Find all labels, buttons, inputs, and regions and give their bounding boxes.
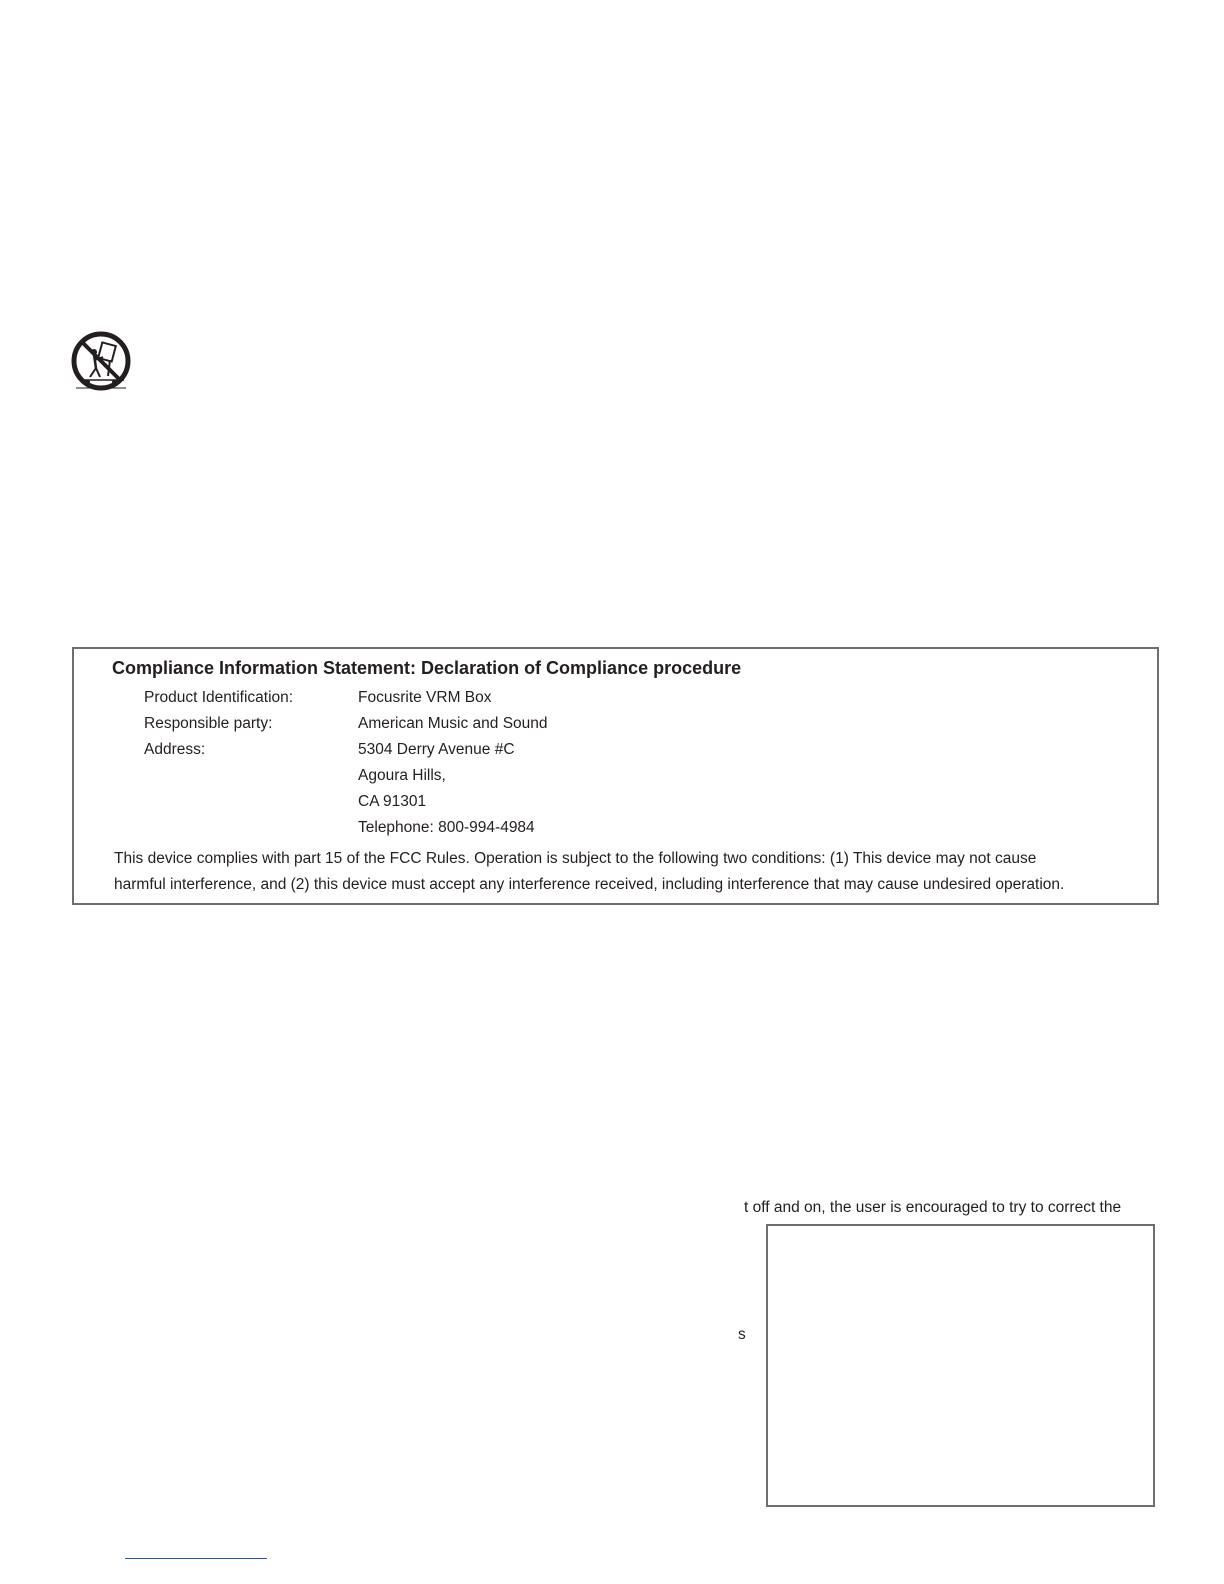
compliance-statement-box: [72, 647, 1159, 905]
info-row-responsible-party: [144, 711, 548, 737]
fcc-statement: [114, 846, 1134, 898]
compliance-info-list: [144, 685, 548, 841]
link-underline[interactable]: [125, 1558, 267, 1559]
empty-frame: [766, 1224, 1155, 1507]
info-value: Agoura Hills,: [358, 767, 446, 784]
text-fragment-line: t off and on, the user is encouraged to try to correct the: [744, 1199, 1122, 1216]
info-value: 5304 Derry Avenue #C: [358, 741, 515, 758]
cart-tipover-warning-icon: [70, 330, 132, 392]
info-row-city: [144, 763, 548, 789]
compliance-title: Compliance Information Statement: Declaration of Compliance procedure: [112, 658, 742, 678]
info-value: Focusrite VRM Box: [358, 689, 492, 706]
text-fragment-letter: s: [738, 1326, 746, 1343]
info-value: American Music and Sound: [358, 715, 548, 732]
info-value: Telephone: 800-994-4984: [358, 819, 535, 836]
info-label: Address:: [144, 741, 206, 758]
info-label: Responsible party:: [144, 715, 273, 732]
info-label: Product Identification:: [144, 689, 294, 706]
info-value: CA 91301: [358, 793, 427, 810]
info-row-telephone: [144, 815, 548, 841]
info-row-state-zip: [144, 789, 548, 815]
fcc-statement-line: harmful interference, and (2) this device must accept any interference received, including interference that may cause undesired operation.: [114, 876, 1065, 893]
fcc-statement-line: This device complies with part 15 of the FCC Rules. Operation is subject to the following two conditions: (1) This device may not cause: [114, 850, 1037, 867]
info-row-product: [144, 685, 548, 711]
info-row-address: [144, 737, 548, 763]
